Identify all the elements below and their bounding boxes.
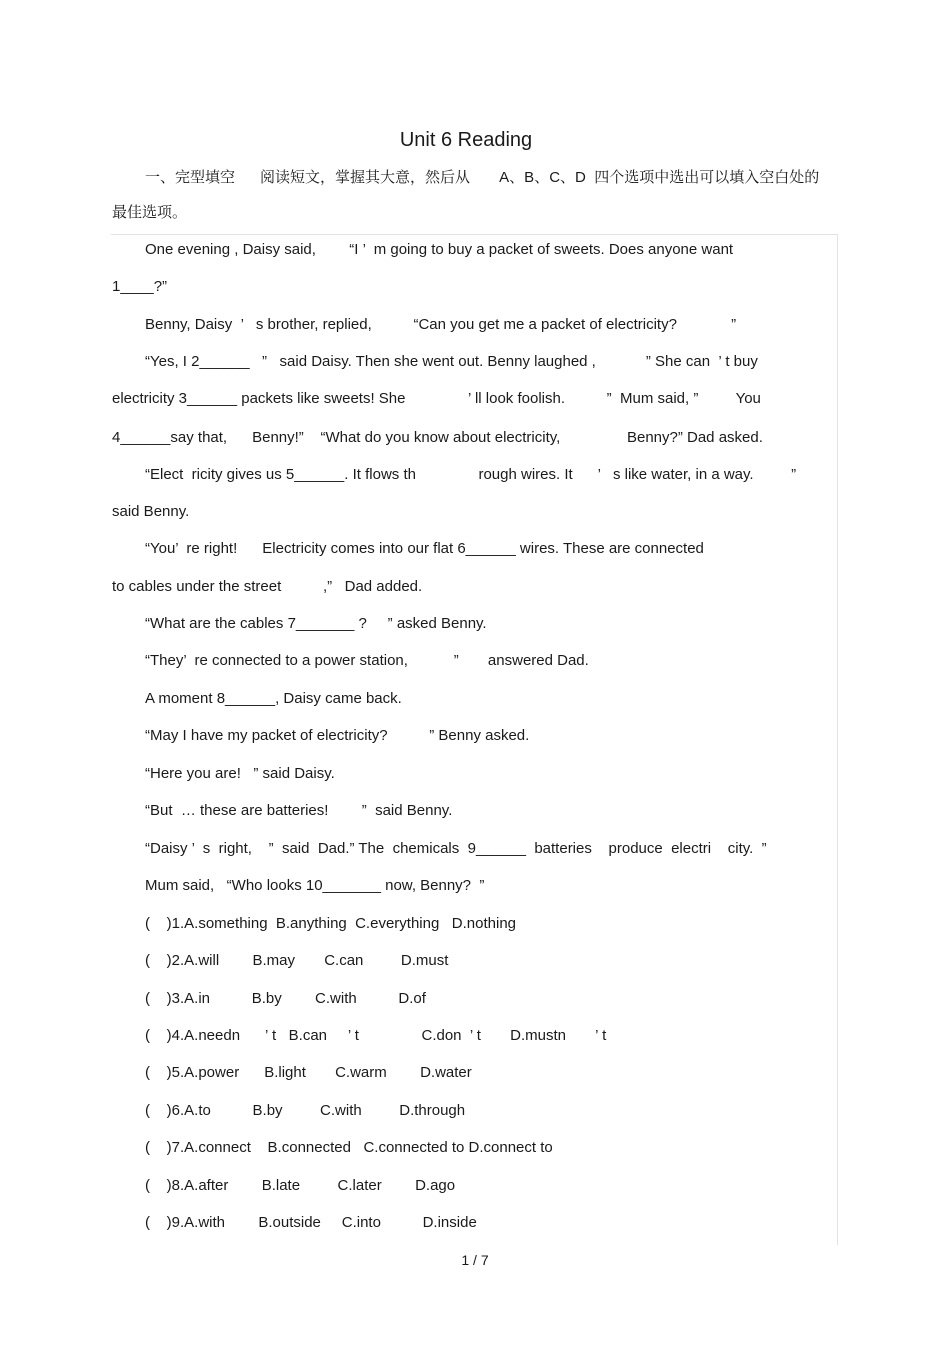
instruction-line-1: 一、完型填空 阅读短文，掌握其大意，然后从 A、B、C、D 四个选项中选出可以填入空白处的	[145, 169, 820, 186]
passage-line: “They’ re connected to a power station, ” answered Dad.	[145, 652, 589, 669]
question-item: ( )6.A.to B.by C.with D.through	[145, 1102, 466, 1119]
passage-line: Mum said, “Who looks 10_______ now, Benny? ”	[145, 877, 485, 894]
question-item: ( )1.A.something B.anything C.everything D.nothing	[145, 915, 517, 932]
page-number: 1 / 7	[461, 1252, 489, 1268]
passage-line: “Yes, I 2______ ” said Daisy. Then she went out. Benny laughed , ” She can ’ t buy	[145, 353, 758, 370]
passage-line: electricity 3______ packets like sweets! She ’ ll look foolish. ” Mum said, ” You	[112, 390, 761, 407]
passage-line: “Elect ricity gives us 5______. It flows th rough wires. It ’ s like water, in a way. ”	[145, 466, 797, 483]
page-title: Unit 6 Reading	[399, 129, 533, 151]
passage-line: “What are the cables 7_______ ? ” asked Benny.	[145, 615, 487, 632]
question-item: ( )8.A.after B.late C.later D.ago	[145, 1177, 456, 1194]
passage-line: 1____?”	[112, 278, 168, 295]
question-item: ( )3.A.in B.by C.with D.of	[145, 990, 426, 1007]
passage-line: said Benny.	[112, 503, 190, 520]
question-item: ( )7.A.connect B.connected C.connected to D.connect to	[145, 1139, 553, 1156]
question-item: ( )9.A.with B.outside C.into D.inside	[145, 1214, 477, 1231]
passage-line: 4______say that, Benny!” “What do you know about electricity, Benny?” Dad asked.	[112, 429, 763, 446]
passage-line: “Daisy ’ s right, ” said Dad.” The chemicals 9______ batteries produce electri city. ”	[145, 840, 767, 857]
passage-line: “You’ re right! Electricity comes into our flat 6______ wires. These are connected	[145, 540, 704, 557]
passage-line: “But … these are batteries! ” said Benny.	[145, 802, 453, 819]
passage-line: Benny, Daisy ’ s brother, replied, “Can you get me a packet of electricity? ”	[145, 316, 737, 333]
question-item: ( )2.A.will B.may C.can D.must	[145, 952, 449, 969]
question-item: ( )4.A.needn ’ t B.can ’ t C.don ’ t D.mustn ’ t	[145, 1027, 607, 1044]
passage-line: A moment 8______, Daisy came back.	[145, 690, 402, 707]
passage-line: One evening , Daisy said, “I ’ m going to buy a packet of sweets. Does anyone want	[145, 241, 734, 258]
passage-line: “Here you are! ” said Daisy.	[145, 765, 335, 782]
instruction-line-2: 最佳选项。	[112, 204, 188, 221]
question-item: ( )5.A.power B.light C.warm D.water	[145, 1064, 472, 1081]
passage-line: to cables under the street ,” Dad added.	[112, 578, 423, 595]
passage-line: “May I have my packet of electricity? ” Benny asked.	[145, 727, 530, 744]
